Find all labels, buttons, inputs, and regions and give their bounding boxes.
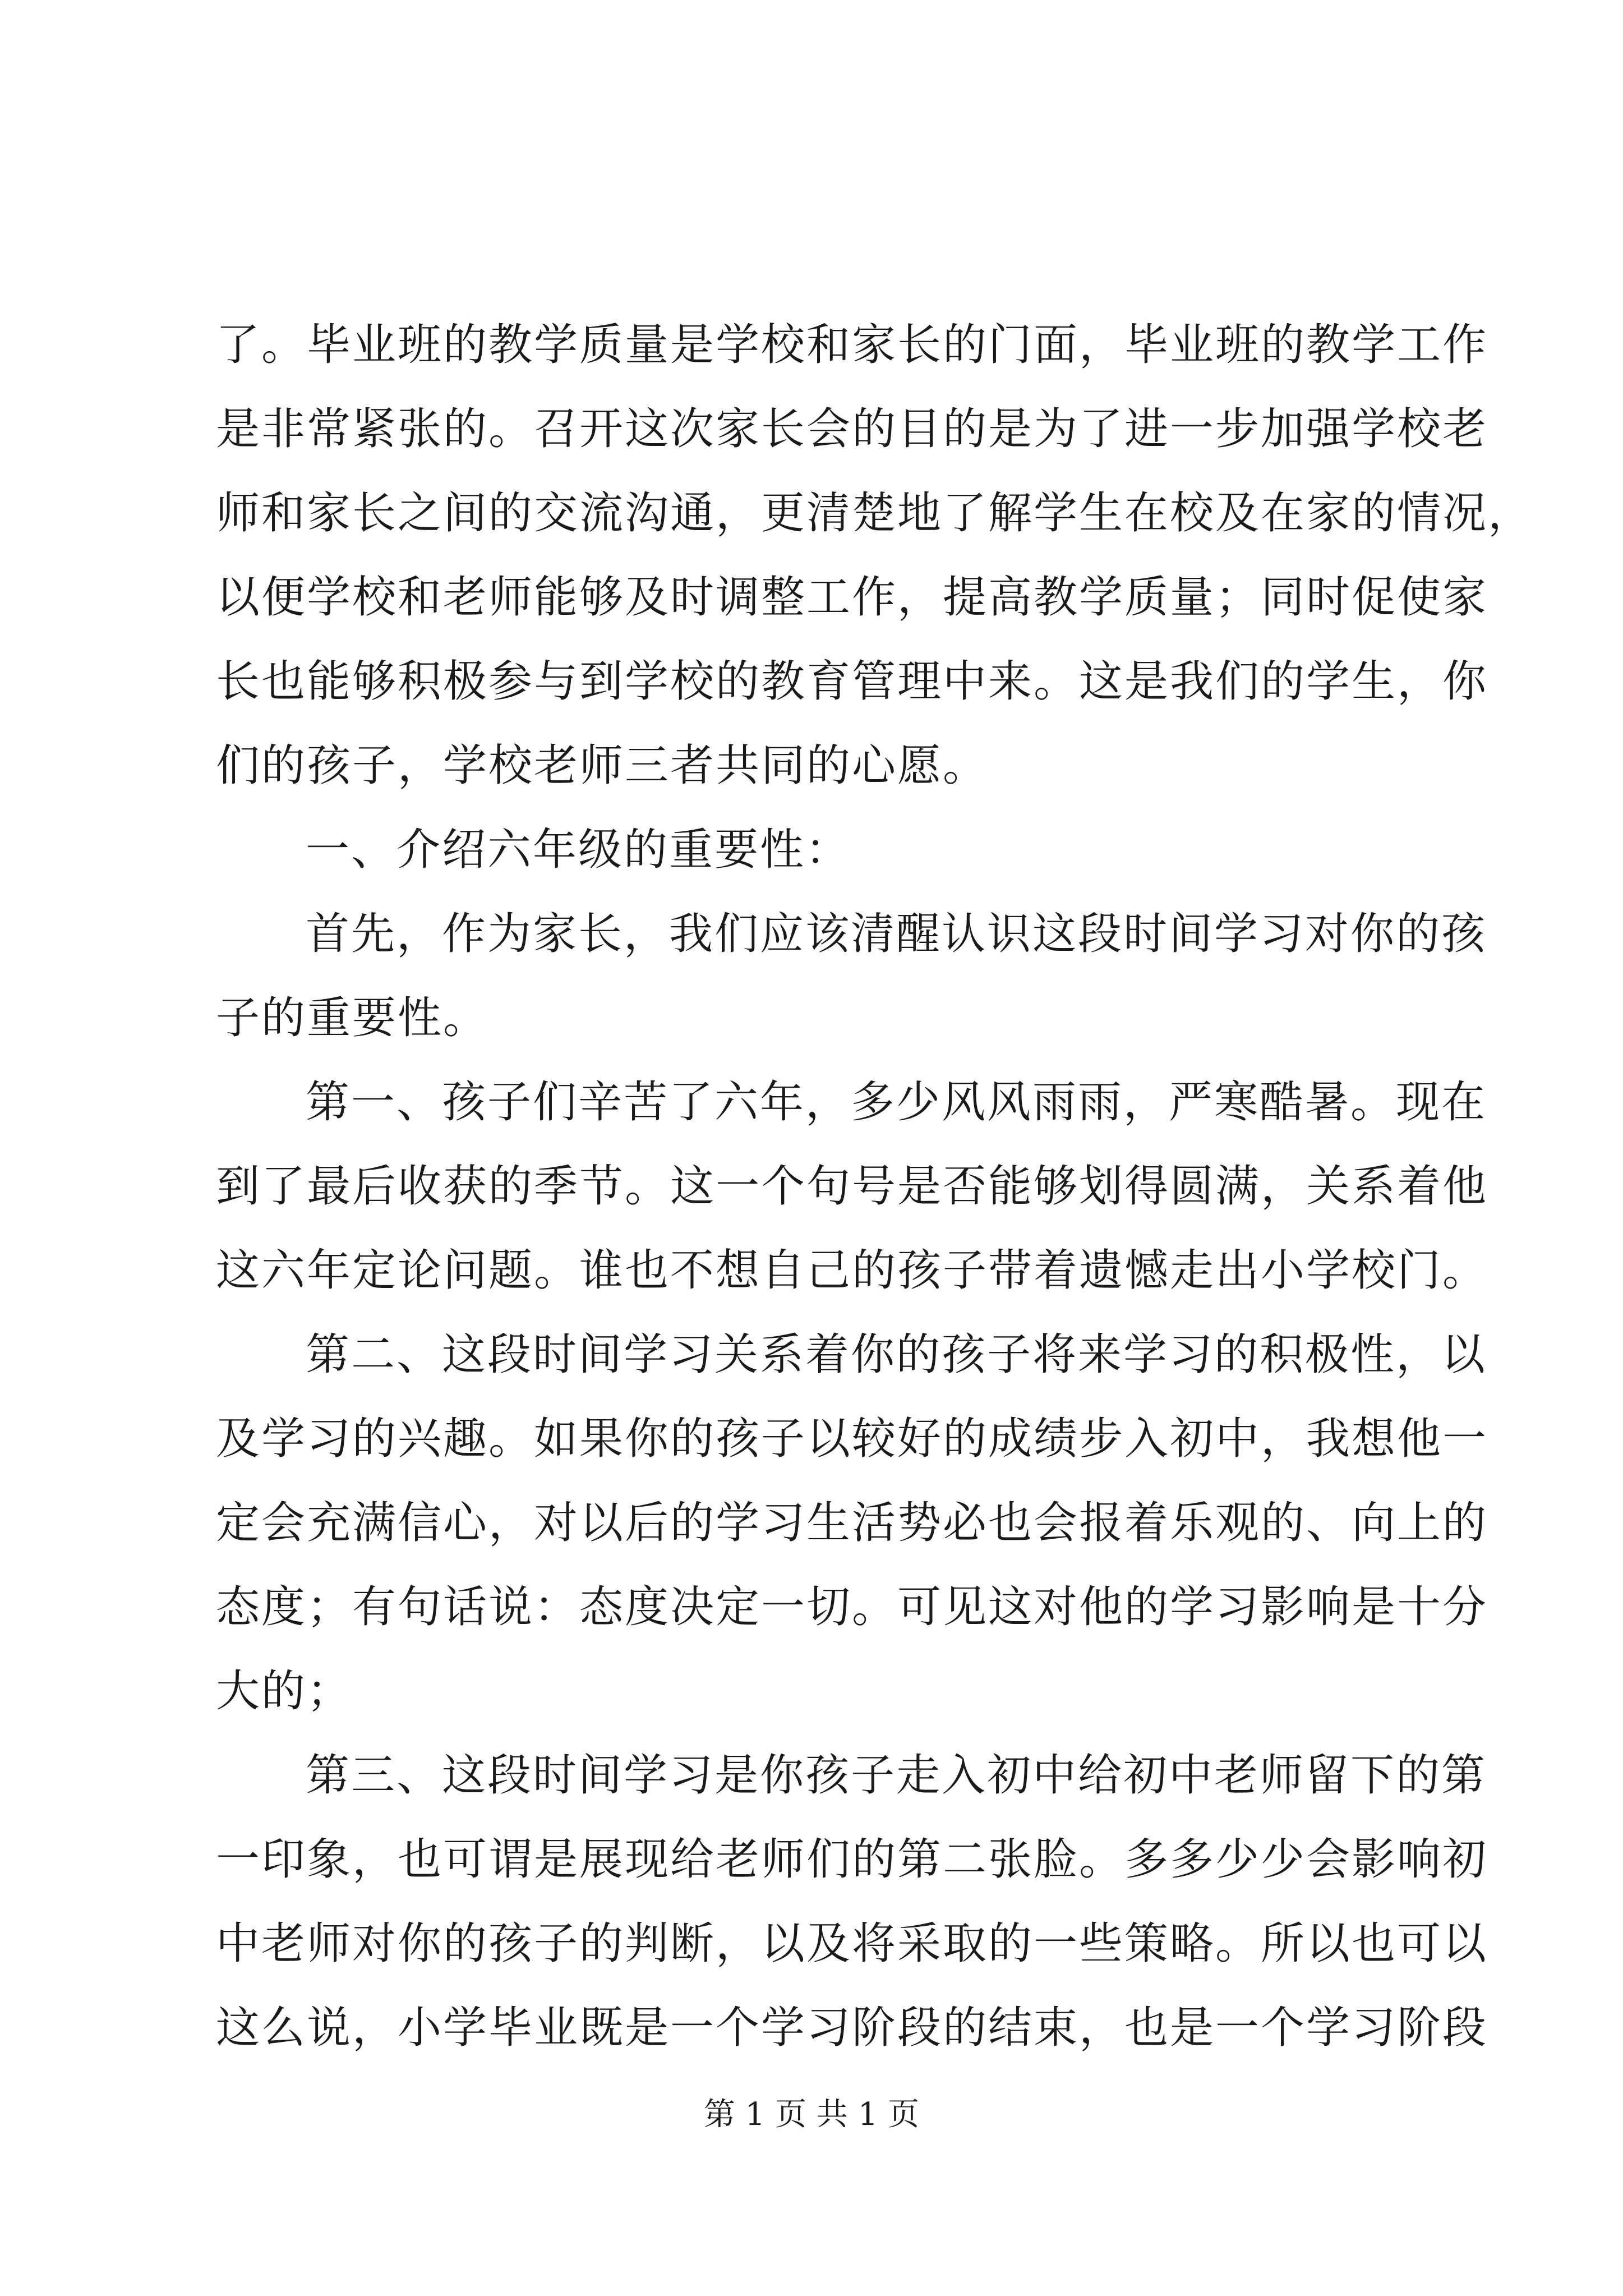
document-body [216,303,1534,2070]
text-line: 首先，作为家长，我们应该清醒认识这段时间学习对你的孩 [306,909,1487,959]
text-line: 一印象，也可谓是展现给老师们的第二张脸。多多少少会影响初 [216,1834,1488,1885]
section-heading: 一、介绍六年级的重要性： [306,825,851,875]
text-line: 态度；有句话说：态度决定一切。可见这对他的学习影响是十分 [216,1582,1488,1632]
page-number-label: 第 1 页 共 1 页 [703,2096,920,2133]
text-line: 到了最后收获的季节。这一个句号是否能够划得圆满，关系着他 [216,1161,1488,1212]
text-line: 了。毕业班的教学质量是学校和家长的门面，毕业班的教学工作 [216,320,1488,370]
text-line: 中老师对你的孩子的判断，以及将采取的一些策略。所以也可以 [216,1918,1488,1969]
text-line: 这六年定论问题。谁也不想自己的孩子带着遗憾走出小学校门。 [216,1245,1488,1296]
text-line: 定会充满信心，对以后的学习生活势必也会报着乐观的、向上的 [216,1498,1488,1548]
text-line: 第一、孩子们辛苦了六年，多少风风雨雨，严寒酷暑。现在 [306,1077,1487,1128]
text-line: 第三、这段时间学习是你孩子走入初中给初中老师留下的第 [306,1750,1487,1801]
text-line: 这么说，小学毕业既是一个学习阶段的结束，也是一个学习阶段 [216,2003,1488,2053]
text-line: 是非常紧张的。召开这次家长会的目的是为了进一步加强学校老 [216,404,1488,454]
text-line: 们的孩子，学校老师三者共同的心愿。 [216,740,989,791]
text-line: 子的重要性。 [216,993,489,1043]
text-line: 以便学校和老师能够及时调整工作，提高教学质量；同时促使家 [216,572,1488,623]
text-line: 及学习的兴趣。如果你的孩子以较好的成绩步入初中，我想他一 [216,1414,1488,1464]
text-line: 长也能够积极参与到学校的教育管理中来。这是我们的学生，你 [216,656,1488,707]
text-line: 大的； [216,1666,353,1717]
page-footer [0,2095,1623,2134]
text-line: 第二、这段时间学习关系着你的孩子将来学习的积极性，以 [306,1329,1487,1380]
text-line: 师和家长之间的交流沟通，更清楚地了解学生在校及在家的情况， [216,488,1534,539]
